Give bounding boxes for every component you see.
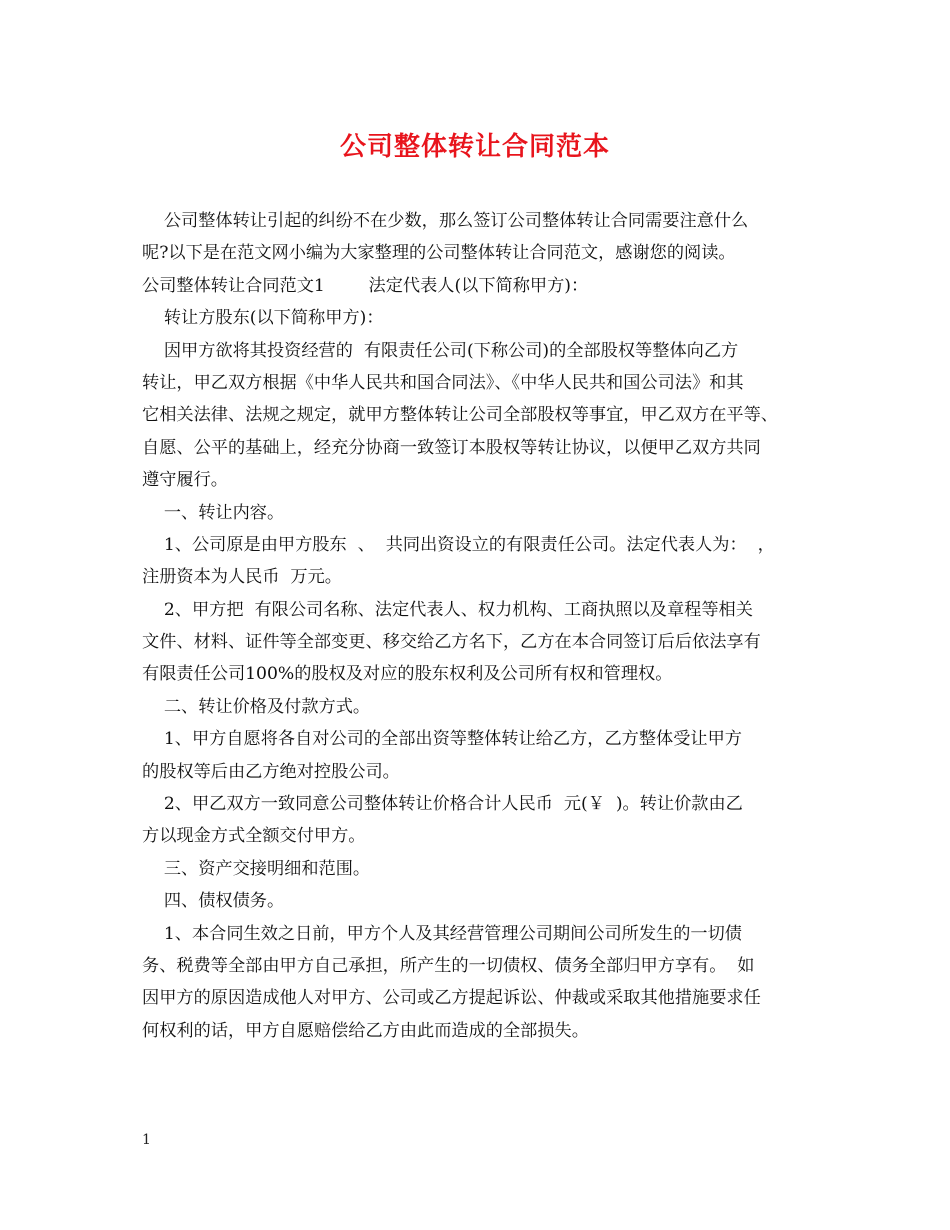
text-line: 有限责任公司100%的股权及对应的股东权利及公司所有权和管理权。 xyxy=(142,664,673,685)
text-line: 二、转让价格及付款方式。 xyxy=(142,696,371,717)
text-line: 方以现金方式全额交付甲方。 xyxy=(142,826,366,847)
text-line: 文件、材料、证件等全部变更、移交给乙方名下，乙方在本合同签订后后依法享有 xyxy=(142,632,761,653)
text-line: 2、甲方把 有限公司名称、法定代表人、权力机构、工商执照以及章程等相关 xyxy=(142,599,753,620)
text-line: 1、公司原是由甲方股东 、 共同出资设立的有限责任公司。法定代表人为： ， xyxy=(142,534,775,555)
page-number: 1 xyxy=(142,1132,151,1148)
text-line: 因甲方欲将其投资经营的 有限责任公司(下称公司)的全部股权等整体向乙方 xyxy=(142,340,739,361)
text-line: 公司整体转让引起的纠纷不在少数，那么签订公司整体转让合同需要注意什么 xyxy=(142,211,749,231)
text-line: 的股权等后由乙方绝对控股公司。 xyxy=(142,761,400,782)
text-line: 它相关法律、法规之规定，就甲方整体转让公司全部股权等事宜，甲乙双方在平等、 xyxy=(142,405,778,426)
document-body xyxy=(142,205,832,1047)
document-title: 公司整体转让合同范本 xyxy=(339,132,610,162)
text-line: 呢?以下是在范文网小编为大家整理的公司整体转让合同范文，感谢您的阅读。 xyxy=(142,243,736,264)
text-line: 遵守履行。 xyxy=(142,470,228,491)
text-line: 注册资本为人民币 万元。 xyxy=(142,567,342,588)
text-line: 务、税费等全部由甲方自己承担，所产生的一切债权、债务全部归甲方享有。 如 xyxy=(142,955,755,976)
text-line: 何权利的话，甲方自愿赔偿给乙方由此而造成的全部损失。 xyxy=(142,1020,589,1041)
text-line: 公司整体转让合同范文1 法定代表人(以下简称甲方)： xyxy=(142,275,589,296)
text-line: 一、转让内容。 xyxy=(142,502,285,523)
text-line: 1、甲方自愿将各自对公司的全部出资等整体转让给乙方，乙方整体受让甲方 xyxy=(142,729,742,750)
text-line: 三、资产交接明细和范围。 xyxy=(142,858,371,879)
text-line: 因甲方的原因造成他人对甲方、公司或乙方提起诉讼、仲裁或采取其他措施要求任 xyxy=(142,988,761,1009)
text-line: 2、甲乙双方一致同意公司整体转让价格合计人民币 元(￥ )。转让价款由乙 xyxy=(142,794,743,815)
text-line: 转让方股东(以下简称甲方)： xyxy=(142,308,384,329)
text-line: 转让，甲乙双方根据《中华人民共和国合同法》、《中华人民共和国公司法》和其 xyxy=(142,372,744,393)
text-line: 四、债权债务。 xyxy=(142,891,285,912)
text-line: 自愿、公平的基础上，经充分协商一致签订本股权等转让协议，以便甲乙双方共同 xyxy=(142,437,761,458)
text-line: 1、本合同生效之日前，甲方个人及其经营管理公司期间公司所发生的一切债 xyxy=(142,923,742,944)
